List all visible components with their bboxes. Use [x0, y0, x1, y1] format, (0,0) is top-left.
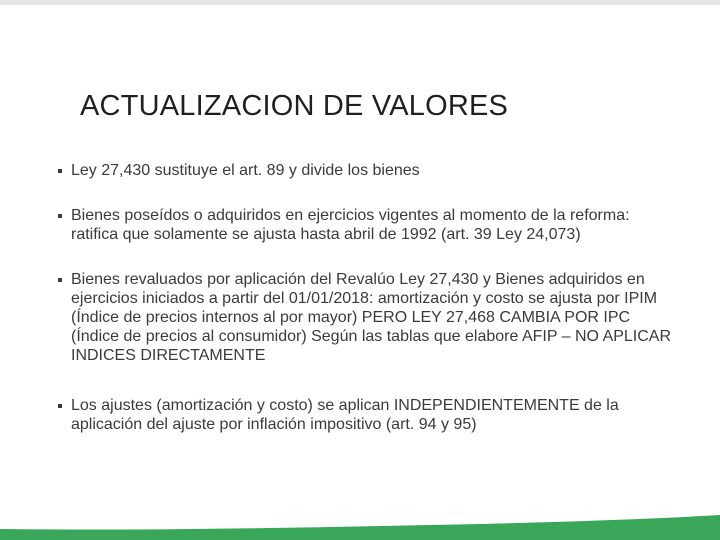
bottom-green-band	[0, 507, 720, 540]
square-bullet-icon	[58, 169, 62, 173]
bullet-text: Ley 27,430 sustituye el art. 89 y divide los bienes	[71, 162, 420, 179]
square-bullet-icon	[58, 214, 62, 218]
top-border-bar	[0, 0, 720, 5]
slide-title: ACTUALIZACION DE VALORES	[80, 90, 509, 122]
bullet-list	[58, 161, 678, 460]
green-wave-shape	[0, 507, 720, 540]
square-bullet-icon	[58, 278, 62, 282]
bullet-item	[58, 396, 678, 434]
square-bullet-icon	[58, 404, 62, 408]
bullet-item	[58, 206, 678, 244]
bullet-item	[58, 161, 678, 180]
bullet-text: Bienes poseídos o adquiridos en ejercicios vigentes al momento de la reforma: ratifica que solamente se ajusta hasta abril de 1992 (art. 39 Ley 24,073)	[71, 207, 630, 243]
bullet-item	[58, 270, 678, 365]
bullet-text: Los ajustes (amortización y costo) se aplican INDEPENDIENTEMENTE de la aplicación del ajuste por inflación impositivo (art. 94 y 95)	[71, 397, 619, 433]
bullet-text: Bienes revaluados por aplicación del Revalúo Ley 27,430 y Bienes adquiridos en ejercicios iniciados a partir del 01/01/2018: amortización y costo se ajusta por IPIM (Índice de precios internos al por mayor) PERO LEY 27,468 CAMBIA POR IPC (Índice de precios al consumidor) Según las tablas que elabore AFIP – NO APLICAR INDICES DIRECTAMENTE	[71, 271, 672, 364]
